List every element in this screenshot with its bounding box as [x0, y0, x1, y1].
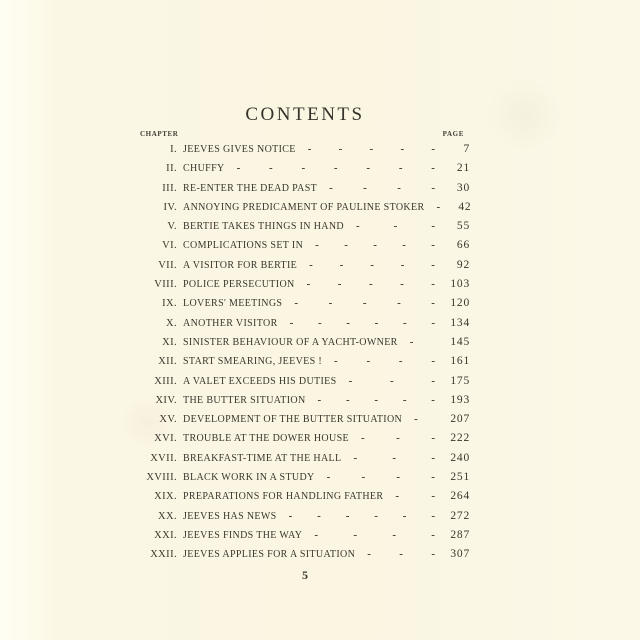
chapter-column-header: CHAPTER — [140, 130, 179, 138]
leader-dash: - — [392, 528, 396, 541]
dash-leaders — [278, 314, 439, 332]
chapter-page-number: 21 — [456, 162, 470, 175]
chapter-page-number: 287 — [450, 528, 470, 541]
toc-entry — [140, 526, 470, 545]
chapter-numeral: XVI. — [154, 433, 177, 445]
chapter-title: ANNOYING PREDICAMENT OF PAULINE STOKER — [183, 201, 425, 213]
leader-dash: - — [431, 297, 435, 310]
leader-dash: - — [402, 239, 406, 252]
chapter-title: PREPARATIONS FOR HANDLING FATHER — [183, 491, 384, 503]
dash-leaders — [337, 372, 439, 390]
leader-dash: - — [402, 316, 407, 329]
chapter-numeral: V. — [167, 221, 177, 233]
toc-list — [140, 140, 470, 565]
leader-dash: - — [396, 432, 400, 445]
chapter-numeral: VII. — [158, 259, 177, 271]
leader-dash: - — [397, 297, 401, 310]
chapter-page-number: 264 — [450, 490, 470, 503]
chapter-title: JEEVES FINDS THE WAY — [183, 529, 303, 541]
chapter-title: BREAKFAST-TIME AT THE HALL — [183, 452, 342, 464]
page-column-header: PAGE — [442, 130, 464, 138]
leader-dash: - — [431, 432, 435, 445]
leader-dash: - — [431, 471, 435, 484]
toc-entry — [140, 140, 470, 159]
chapter-page-number: 134 — [450, 316, 470, 329]
leader-dash: - — [294, 297, 299, 310]
chapter-numeral: XXII. — [150, 549, 177, 561]
leader-dash: - — [400, 258, 405, 271]
chapter-page-number: 307 — [450, 548, 470, 561]
toc-entry — [140, 314, 470, 333]
leader-dash: - — [374, 509, 378, 522]
leader-dash: - — [431, 258, 435, 271]
chapter-title: JEEVES GIVES NOTICE — [183, 144, 296, 155]
leader-dash: - — [333, 162, 338, 175]
leader-dash: - — [431, 162, 435, 175]
leader-dash: - — [431, 528, 435, 541]
dash-leaders — [341, 449, 439, 467]
leader-dash: - — [307, 143, 312, 155]
toc-entry — [140, 294, 470, 313]
chapter-page-number: 30 — [456, 181, 470, 194]
leader-dash: - — [397, 181, 401, 194]
leader-dash: - — [431, 393, 435, 406]
chapter-page-number: 272 — [450, 509, 470, 522]
leader-dash: - — [328, 297, 333, 310]
leader-dash: - — [389, 374, 394, 387]
toc-entry — [140, 468, 470, 487]
dash-leaders — [306, 391, 439, 409]
chapter-title: ANOTHER VISITOR — [183, 317, 278, 329]
toc-entry — [140, 449, 470, 468]
chapter-numeral: XIX. — [154, 491, 177, 503]
leader-dash: - — [431, 239, 435, 252]
chapter-numeral: IV. — [163, 201, 177, 213]
column-headers — [140, 130, 470, 138]
leader-dash: - — [431, 548, 435, 561]
chapter-numeral: XXI. — [154, 529, 177, 541]
chapter-page-number: 103 — [450, 278, 470, 291]
leader-dash: - — [329, 181, 333, 194]
chapter-numeral: X. — [165, 317, 177, 329]
leader-dash: - — [366, 355, 371, 368]
dash-leaders — [277, 507, 439, 525]
leader-dash: - — [306, 278, 311, 291]
dash-leaders — [349, 429, 439, 447]
leader-dash: - — [345, 393, 350, 406]
toc-entry — [140, 159, 470, 178]
leader-dash: - — [361, 471, 366, 484]
chapter-numeral: XX. — [158, 510, 177, 522]
leader-dash: - — [414, 413, 418, 426]
chapter-numeral: XVIII. — [146, 472, 177, 484]
contents-block — [140, 0, 470, 640]
chapter-page-number: 92 — [456, 258, 470, 271]
dash-leaders — [303, 236, 439, 254]
toc-entry — [140, 217, 470, 236]
leader-dash: - — [317, 393, 322, 406]
leader-dash: - — [398, 162, 403, 175]
toc-entry — [140, 410, 470, 429]
leader-dash: - — [400, 143, 405, 155]
leader-dash: - — [338, 143, 343, 155]
leader-dash: - — [400, 278, 404, 291]
dash-leaders — [296, 140, 439, 158]
toc-entry — [140, 179, 470, 198]
chapter-numeral: II. — [166, 163, 177, 175]
toc-entry — [140, 275, 470, 294]
chapter-title: RE-ENTER THE DEAD PAST — [183, 182, 318, 194]
dash-leaders — [383, 487, 439, 505]
leader-dash: - — [315, 239, 319, 252]
leader-dash: - — [402, 393, 407, 406]
leader-dash: - — [314, 528, 319, 541]
dash-leaders — [302, 526, 439, 544]
toc-entry — [140, 507, 470, 526]
toc-entry — [140, 236, 470, 255]
dash-leaders — [282, 294, 439, 312]
leader-dash: - — [392, 451, 397, 464]
leader-dash: - — [431, 490, 435, 503]
chapter-title: JEEVES APPLIES FOR A SITUATION — [183, 549, 356, 561]
chapter-title: COMPLICATIONS SET IN — [183, 240, 304, 252]
leader-dash: - — [301, 162, 306, 175]
leader-dash: - — [398, 355, 403, 368]
toc-entry — [140, 545, 470, 564]
dash-leaders — [402, 410, 439, 428]
leader-dash: - — [353, 528, 357, 541]
chapter-page-number: 193 — [450, 393, 470, 406]
folio-page-number: 5 — [302, 568, 308, 582]
chapter-title: POLICE PERSECUTION — [183, 279, 295, 291]
leader-dash: - — [348, 374, 353, 387]
chapter-title: BLACK WORK IN A STUDY — [183, 472, 315, 484]
leader-dash: - — [431, 278, 435, 291]
leader-dash: - — [374, 393, 379, 406]
toc-entry — [140, 487, 470, 506]
chapter-page-number: 161 — [450, 355, 470, 368]
leader-dash: - — [317, 316, 322, 329]
toc-entry — [140, 256, 470, 275]
chapter-page-number: 240 — [450, 451, 470, 464]
chapter-numeral: XI. — [162, 336, 177, 348]
leader-dash: - — [362, 297, 367, 310]
leader-dash: - — [353, 451, 358, 464]
leader-dash: - — [431, 374, 435, 387]
chapter-title: START SMEARING, JEEVES ! — [183, 356, 323, 368]
leader-dash: - — [436, 200, 441, 213]
toc-entry — [140, 391, 470, 410]
dash-leaders — [322, 352, 439, 370]
chapter-title: A VISITOR FOR BERTIE — [183, 259, 298, 271]
dash-leaders — [398, 333, 439, 351]
leader-dash: - — [393, 220, 398, 233]
chapter-page-number: 251 — [450, 471, 470, 484]
leader-dash: - — [431, 220, 435, 233]
chapter-numeral: XVII. — [150, 452, 177, 464]
leader-dash: - — [373, 239, 377, 252]
toc-entry — [140, 372, 470, 391]
dash-leaders — [295, 275, 439, 293]
leader-dash: - — [431, 355, 435, 368]
page-title: CONTENTS — [245, 104, 365, 125]
dash-leaders — [315, 468, 439, 486]
leader-dash: - — [431, 509, 435, 522]
leader-dash: - — [269, 162, 273, 175]
chapter-title: JEEVES HAS NEWS — [183, 510, 277, 522]
chapter-title: LOVERS' MEETINGS — [183, 298, 283, 310]
leader-dash: - — [363, 181, 367, 194]
leader-dash: - — [337, 278, 342, 291]
leader-dash: - — [346, 316, 350, 329]
toc-entry — [140, 429, 470, 448]
dash-leaders — [424, 198, 440, 216]
chapter-title: BERTIE TAKES THINGS IN HAND — [183, 221, 345, 233]
dash-leaders — [355, 545, 439, 563]
chapter-title: DEVELOPMENT OF THE BUTTER SITUATION — [183, 414, 403, 426]
chapter-page-number: 66 — [456, 239, 470, 252]
leader-dash: - — [396, 471, 401, 484]
leader-dash: - — [370, 258, 374, 271]
chapter-numeral: VI. — [162, 240, 177, 252]
toc-entry — [140, 333, 470, 352]
leader-dash: - — [431, 316, 435, 329]
chapter-page-number: 207 — [450, 413, 470, 426]
chapter-numeral: XIII. — [154, 375, 177, 387]
leader-dash: - — [309, 258, 313, 271]
chapter-numeral: XV. — [159, 414, 177, 426]
leader-dash: - — [367, 548, 371, 561]
leader-dash: - — [369, 143, 374, 155]
chapter-title: CHUFFY — [183, 163, 225, 175]
chapter-page-number: 7 — [463, 143, 470, 155]
chapter-numeral: IX. — [162, 298, 177, 310]
leader-dash: - — [395, 490, 400, 503]
toc-entry — [140, 198, 470, 217]
leader-dash: - — [344, 239, 348, 252]
chapter-title: A VALET EXCEEDS HIS DUTIES — [183, 375, 337, 387]
chapter-title: TROUBLE AT THE DOWER HOUSE — [183, 433, 349, 445]
chapter-page-number: 42 — [458, 200, 472, 213]
leader-dash: - — [409, 335, 414, 348]
leader-dash: - — [366, 162, 371, 175]
chapter-numeral: XIV. — [155, 394, 177, 406]
leader-dash: - — [334, 355, 338, 368]
dash-leaders — [317, 179, 439, 197]
leader-dash: - — [431, 451, 435, 464]
leader-dash: - — [402, 509, 407, 522]
dash-leaders — [297, 256, 439, 274]
chapter-page-number: 120 — [450, 297, 470, 310]
chapter-title: THE BUTTER SITUATION — [183, 394, 306, 406]
leader-dash: - — [339, 258, 344, 271]
toc-entry — [140, 352, 470, 371]
leader-dash: - — [374, 316, 379, 329]
chapter-numeral: III. — [162, 182, 177, 194]
leader-dash: - — [236, 162, 241, 175]
leader-dash: - — [289, 316, 294, 329]
chapter-numeral: I. — [170, 144, 177, 155]
chapter-page-number: 145 — [450, 335, 470, 348]
leader-dash: - — [326, 471, 331, 484]
dash-leaders — [344, 217, 439, 235]
leader-dash: - — [345, 509, 350, 522]
leader-dash: - — [431, 143, 435, 155]
leader-dash: - — [360, 432, 365, 445]
chapter-numeral: XII. — [158, 356, 177, 368]
chapter-title: SINISTER BEHAVIOUR OF A YACHT-OWNER — [183, 336, 398, 348]
chapter-page-number: 55 — [456, 220, 470, 233]
chapter-page-number: 175 — [450, 374, 470, 387]
leader-dash: - — [356, 220, 360, 233]
chapter-page-number: 222 — [450, 432, 470, 445]
chapter-numeral: VIII. — [154, 279, 177, 291]
leader-dash: - — [399, 548, 403, 561]
leader-dash: - — [368, 278, 373, 291]
leader-dash: - — [288, 509, 293, 522]
leader-dash: - — [431, 181, 435, 194]
dash-leaders — [225, 159, 439, 177]
leader-dash: - — [317, 509, 321, 522]
